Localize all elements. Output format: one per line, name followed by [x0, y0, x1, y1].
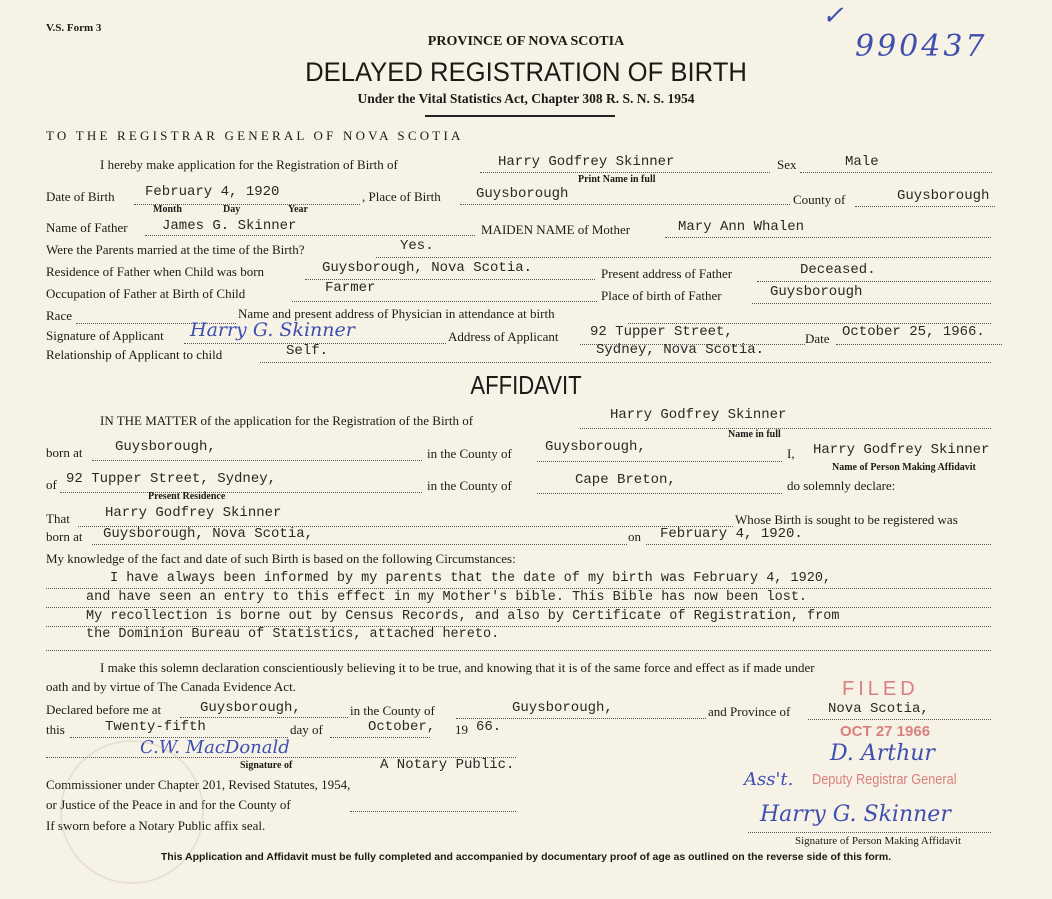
- dotted-fill-line: [460, 204, 790, 205]
- dotted-fill-line: [330, 737, 430, 738]
- on-label: on: [628, 529, 641, 544]
- father-value: James G. Skinner: [162, 218, 297, 234]
- dotted-fill-line: [92, 460, 422, 461]
- dotted-fill-line: [46, 650, 991, 651]
- commissioner-signature: C.W. MacDonald: [140, 737, 290, 758]
- mother-label: MAIDEN NAME of Mother: [481, 222, 631, 237]
- province-heading: PROVINCE OF NOVA SCOTIA: [427, 34, 625, 49]
- dob-label: Date of Birth: [46, 189, 115, 204]
- whose-birth-label: Whose Birth is sought to be registered was: [735, 512, 958, 527]
- signature-of-label: Signature of: [240, 760, 293, 771]
- dotted-fill-line: [92, 544, 627, 545]
- circumstance-line: I have always been informed by my parents that the date of my birth was February 4, 1920,: [110, 571, 832, 586]
- dotted-fill-line: [60, 492, 422, 493]
- residence-label: Residence of Father when Child was born: [46, 264, 265, 279]
- addressee: TO THE REGISTRAR GENERAL OF NOVA SCOTIA: [46, 128, 464, 143]
- dotted-fill-line: [260, 362, 991, 363]
- declare-label: do solemnly declare:: [787, 478, 896, 493]
- declared-label: Declared before me at: [46, 702, 162, 717]
- application-date: October 25, 1966.: [842, 324, 985, 340]
- relationship-value: Self.: [286, 343, 329, 359]
- occupation-label: Occupation of Father at Birth of Child: [46, 286, 246, 301]
- residence-value: 92 Tupper Street, Sydney,: [66, 471, 277, 487]
- circumstance-line: the Dominion Bureau of Statistics, attached hereto.: [86, 627, 500, 642]
- form-number: V.S. Form 3: [46, 22, 102, 34]
- dob-month-hint: Month: [153, 204, 182, 215]
- mother-value: Mary Ann Whalen: [678, 219, 805, 235]
- asst-handwriting: Ass't.: [744, 769, 794, 790]
- relationship-label: Relationship of Applicant to child: [46, 347, 223, 362]
- place-label: , Place of Birth: [362, 189, 441, 204]
- day-of-label: day of: [290, 722, 323, 737]
- physician-label: Name and present address of Physician in attendance at birth: [238, 306, 555, 321]
- place-value: Guysborough: [476, 186, 569, 202]
- county-value: Guysborough: [897, 188, 990, 204]
- married-value: Yes.: [400, 238, 434, 254]
- declared-county: Guysborough,: [512, 700, 613, 716]
- commissioner-label: Commissioner under Chapter 201, Revised Statutes, 1954,: [46, 777, 351, 792]
- deponent-signature-label: Signature of Person Making Affidavit: [795, 835, 961, 847]
- occupation-value: Farmer: [325, 280, 376, 296]
- residence-county: Cape Breton,: [575, 472, 676, 488]
- intro-label: I hereby make application for the Registration of Birth of: [100, 157, 398, 172]
- print-name-hint: Print Name in full: [578, 174, 656, 185]
- day-value: Twenty-fifth: [105, 719, 206, 735]
- dotted-fill-line: [836, 344, 1002, 345]
- notary-stamp: A Notary Public.: [380, 757, 515, 773]
- married-label: Were the Parents married at the time of the Birth?: [46, 242, 305, 257]
- in-county-label: in the County of: [427, 446, 512, 461]
- dotted-fill-line: [757, 281, 991, 282]
- matter-name: Harry Godfrey Skinner: [610, 407, 787, 423]
- applicant-signature-label: Signature of Applicant: [46, 328, 164, 343]
- address-label: Address of Applicant: [448, 329, 559, 344]
- this-label: this: [46, 722, 65, 737]
- year-prefix: 19: [455, 722, 468, 737]
- dotted-fill-line: [537, 461, 782, 462]
- year-suffix: 66.: [476, 719, 502, 735]
- county-label: County of: [793, 192, 846, 207]
- affidavit-title: AFFIDAVIT: [470, 370, 582, 400]
- declared-county-label: in the County of: [350, 703, 435, 718]
- month-value: October,: [368, 719, 436, 735]
- filed-date-stamp: OCT 27 1966: [840, 723, 931, 740]
- of-label: of: [46, 477, 57, 492]
- born-at-label: born at: [46, 445, 83, 460]
- declared-at: Guysborough,: [200, 700, 301, 716]
- residence-value: Guysborough, Nova Scotia.: [322, 260, 533, 276]
- dotted-fill-line: [46, 607, 991, 608]
- dob-day-hint: Day: [223, 204, 241, 215]
- circumstance-line: and have seen an entry to this effect in my Mother's bible. This Bible has now been lost.: [86, 590, 808, 605]
- dotted-fill-line: [580, 428, 991, 429]
- dotted-fill-line: [145, 235, 475, 236]
- knowledge-label: My knowledge of the fact and date of such Birth is based on the following Circumstances:: [46, 551, 516, 566]
- dotted-fill-line: [480, 172, 770, 173]
- document-subtitle: Under the Vital Statistics Act, Chapter 308 R. S. N. S. 1954: [357, 91, 695, 106]
- province-label: and Province of: [708, 704, 791, 719]
- declaration-text: I make this solemn declaration conscientiously believing it to be true, and knowing that it is of the same force and effect as if made under: [100, 660, 815, 675]
- name-in-full-hint: Name in full: [728, 429, 781, 440]
- dotted-fill-line: [752, 303, 991, 304]
- dotted-fill-line: [180, 717, 348, 718]
- date-label: Date: [805, 331, 830, 346]
- born-on-value: February 4, 1920.: [660, 526, 803, 542]
- dob-year-hint: Year: [288, 204, 308, 215]
- title-rule: [425, 115, 615, 117]
- father-birthplace-value: Guysborough: [770, 284, 863, 300]
- born-at2-value: Guysborough, Nova Scotia,: [103, 526, 314, 542]
- residence-hint: Present Residence: [148, 491, 226, 502]
- checkmark-icon: ✓: [822, 1, 844, 31]
- present-address-value: Deceased.: [800, 262, 876, 278]
- matter-label: IN THE MATTER of the application for the Registration of the Birth of: [100, 413, 474, 428]
- document-title: DELAYED REGISTRATION OF BIRTH: [305, 57, 747, 87]
- dotted-fill-line: [46, 588, 991, 589]
- declaration-text-2: oath and by virtue of The Canada Evidence Act.: [46, 679, 296, 694]
- dotted-fill-line: [855, 206, 995, 207]
- justice-label: or Justice of the Peace in and for the County of: [46, 797, 291, 812]
- filed-stamp: FILED: [842, 678, 919, 700]
- race-label: Race: [46, 308, 72, 323]
- father-birthplace-label: Place of birth of Father: [601, 288, 722, 303]
- dotted-fill-line: [646, 544, 991, 545]
- dotted-fill-line: [800, 172, 992, 173]
- dob-value: February 4, 1920: [145, 184, 280, 200]
- born-at2-label: born at: [46, 529, 83, 544]
- that-label: That: [46, 511, 70, 526]
- dotted-fill-line: [292, 301, 597, 302]
- province-value: Nova Scotia,: [828, 701, 929, 717]
- footer-note: This Application and Affidavit must be fully completed and accompanied by documentary proof of age as outlined on the reverse side of this form.: [160, 851, 892, 863]
- file-number: 990437: [855, 29, 988, 64]
- deponent-name: Harry Godfrey Skinner: [813, 442, 990, 458]
- born-county-value: Guysborough,: [545, 439, 646, 455]
- seal-label: If sworn before a Notary Public affix seal.: [46, 818, 266, 833]
- address-line2: Sydney, Nova Scotia.: [596, 342, 765, 358]
- registrar-signature: D. Arthur: [830, 741, 935, 766]
- father-label: Name of Father: [46, 220, 128, 235]
- sex-label: Sex: [777, 157, 797, 172]
- applicant-name: Harry Godfrey Skinner: [498, 154, 675, 170]
- born-at-value: Guysborough,: [115, 439, 216, 455]
- circumstance-line: My recollection is borne out by Census Records, and also by Certificate of Registration, from: [86, 609, 840, 624]
- dotted-fill-line: [537, 493, 782, 494]
- sex-value: Male: [845, 154, 879, 170]
- i-label: I,: [787, 446, 795, 461]
- that-name: Harry Godfrey Skinner: [105, 505, 282, 521]
- dotted-fill-line: [748, 832, 991, 833]
- dotted-fill-line: [665, 237, 991, 238]
- dotted-fill-line: [376, 257, 991, 258]
- applicant-signature: Harry G. Skinner: [190, 319, 355, 341]
- deponent-signature: Harry G. Skinner: [760, 802, 951, 827]
- address-line1: 92 Tupper Street,: [590, 324, 733, 340]
- present-address-label: Present address of Father: [601, 266, 733, 281]
- dotted-fill-line: [350, 811, 516, 812]
- in-county-label-2: in the County of: [427, 478, 512, 493]
- dotted-fill-line: [808, 719, 991, 720]
- deputy-registrar-stamp: Deputy Registrar General: [812, 771, 957, 788]
- deponent-hint: Name of Person Making Affidavit: [832, 462, 976, 473]
